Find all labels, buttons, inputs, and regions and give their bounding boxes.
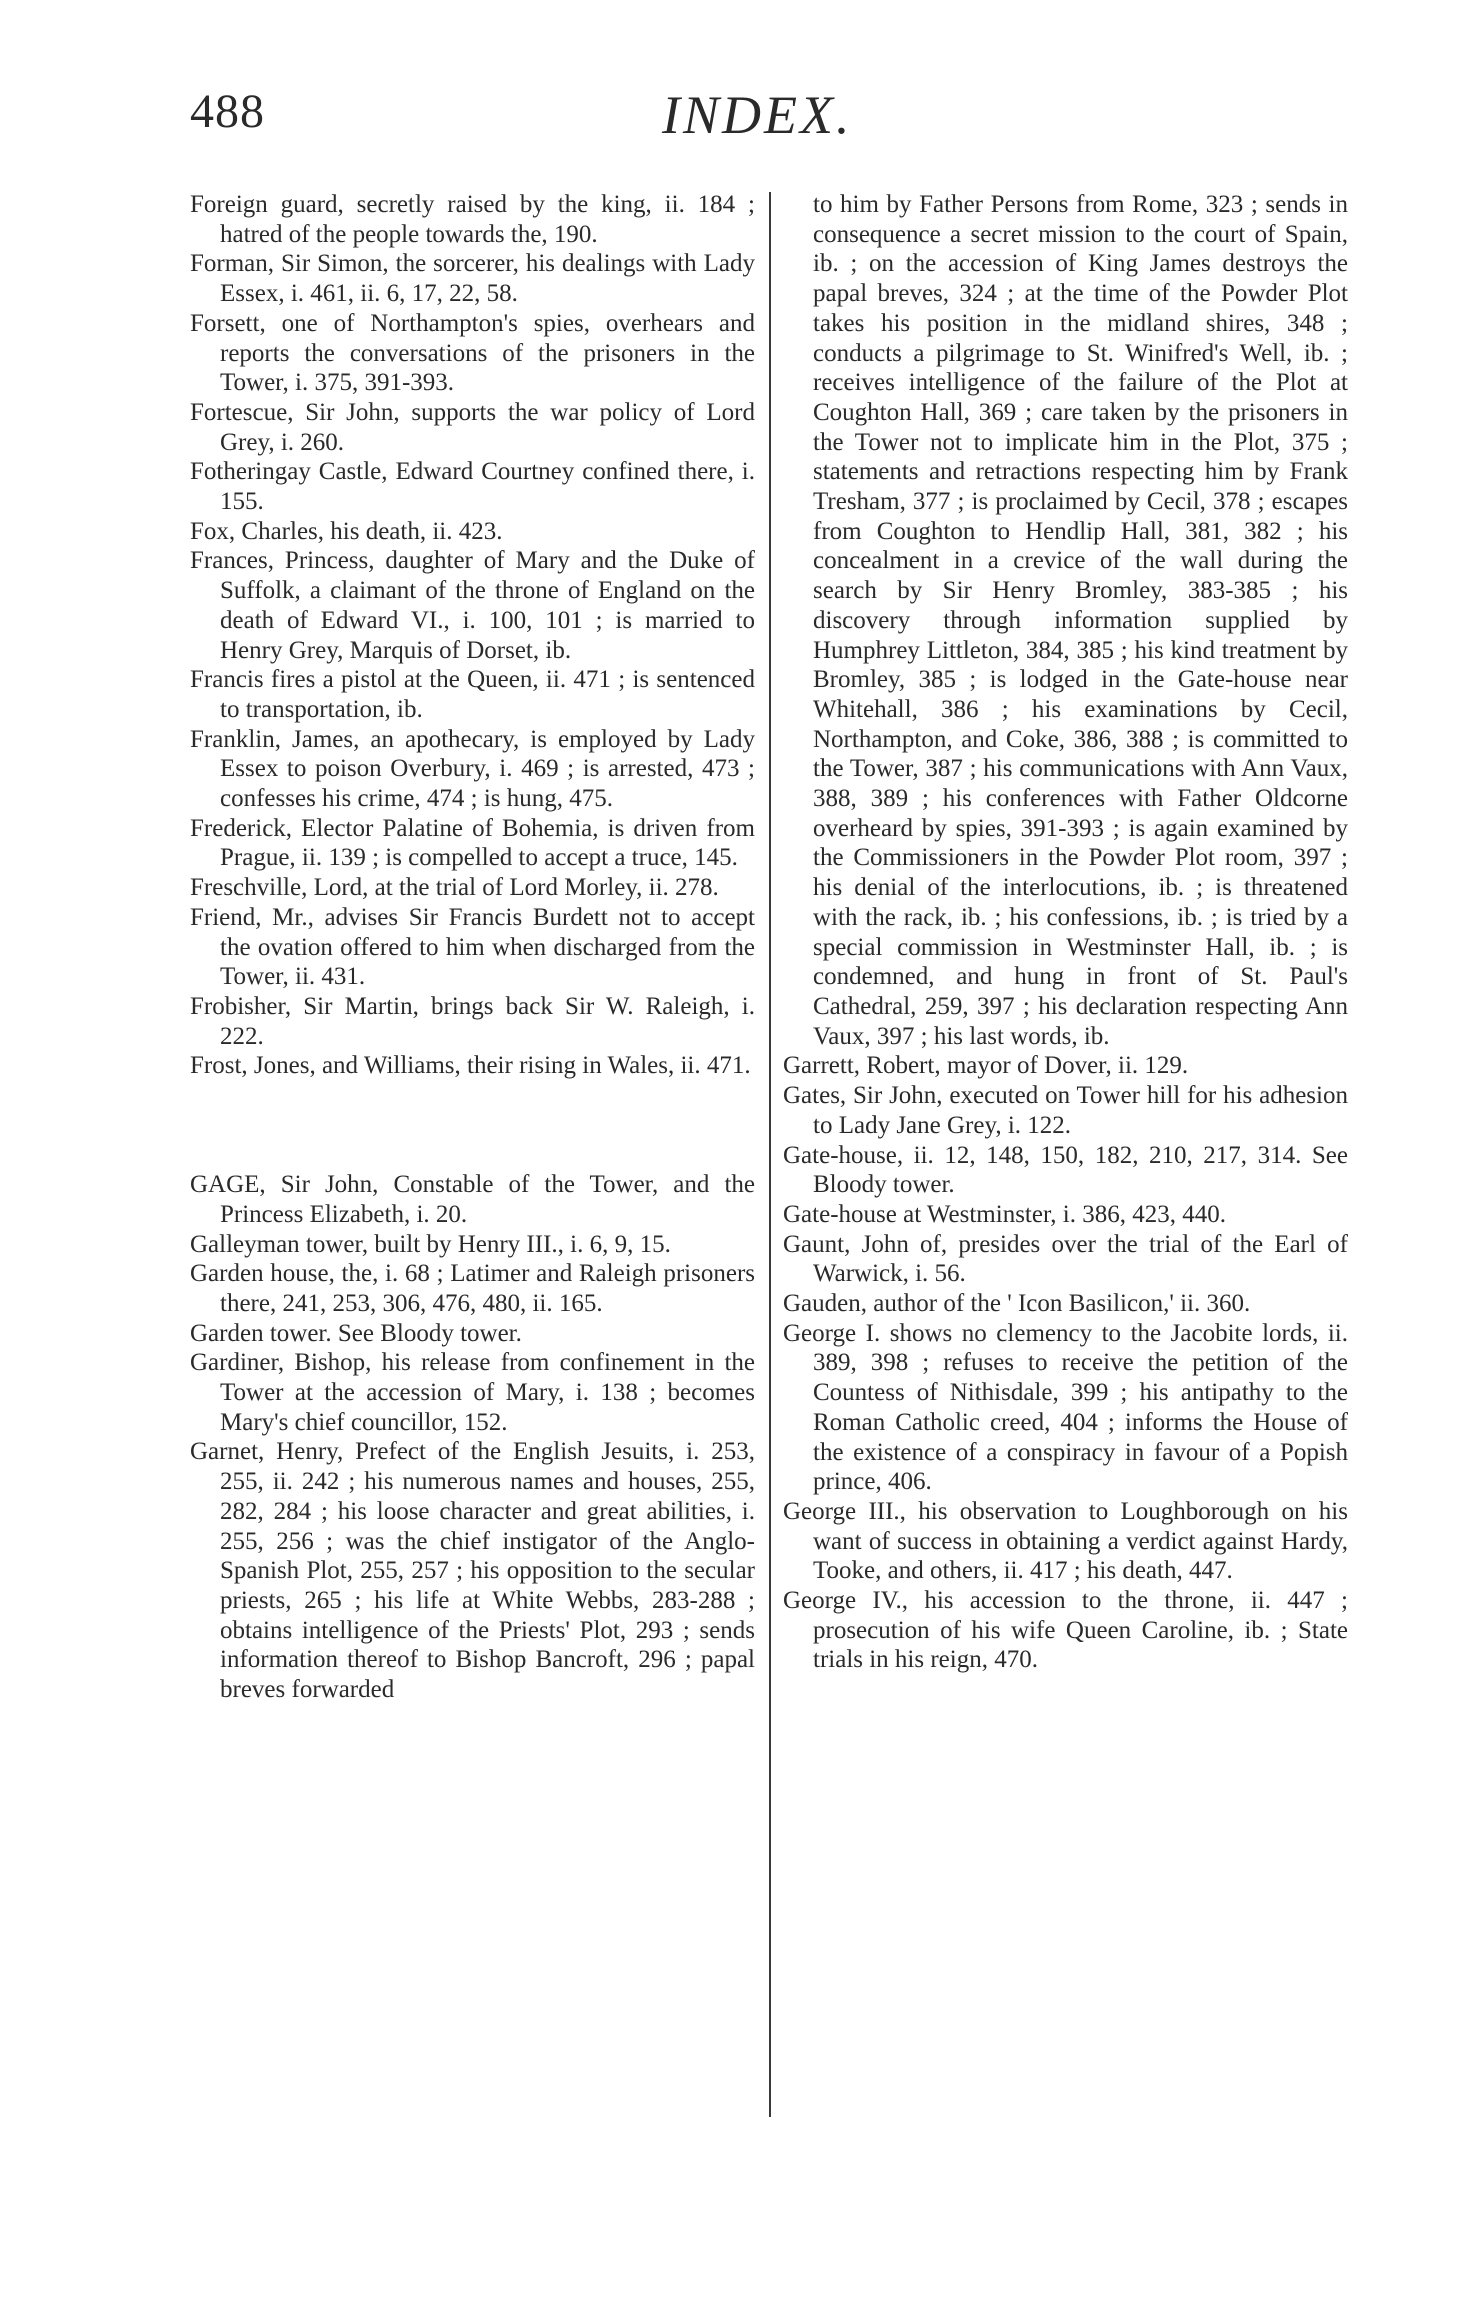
letter-section-gap: [190, 1081, 755, 1170]
index-entry: Garden tower. See Bloody tower.: [190, 1319, 522, 1347]
index-entry: Galleyman tower, built by Henry III., i. 6, 9, 15.: [190, 1230, 671, 1258]
index-entry-continuation: to him by Father Persons from Rome, 323 ; sends in consequence a secret mission to the court of Spain, ib. ; on the accession of King James destroys the papal breves, 324 ; at the time of the Powder Plot takes his position in the midland shires, 348 ; conducts a pilgrimage to St. Winifred's Well, ib. ; receives intelligence of the failure of the Plot at Coughton Hall, 369 ; care taken by the prisoners in the Tower not to implicate him in the Plot, 375 ; statements and retractions respecting him by Frank Tresham, 377 ; is proclaimed by Cecil, 378 ; escapes from Coughton to Hendlip Hall, 381, 382 ; his concealment in a crevice of the wall during the search by Sir Henry Bromley, 383-385 ; his discovery through information supplied by Humphrey Littleton, 384, 385 ; his kind treatment by Bromley, 385 ; is lodged in the Gate-house near Whitehall, 386 ; his examinations by Cecil, Northampton, and Coke, 386, 388 ; is committed to the Tower, 387 ; his communications with Ann Vaux, 388, 389 ; his conferences with Father Oldcorne overheard by spies, 391-393 ; is again examined by the Commissioners in the Powder Plot room, 397 ; his denial of the interlocutions, ib. ; is threatened with the rack, ib. ; his confessions, ib. ; is tried by a special commission in Westminster Hall, ib. ; is condemned, and hung in front of St. Paul's Cathedral, 259, 397 ; his declaration respecting Ann Vaux, 397 ; his last words, ib.: [813, 191, 1348, 1050]
index-entry: GAGE, Sir John, Constable of the Tower, and the Princess Elizabeth, i. 20.: [190, 1171, 755, 1228]
index-entry: Francis fires a pistol at the Queen, ii. 471 ; is sentenced to transportation, ib.: [190, 666, 755, 723]
index-entry: Fotheringay Castle, Edward Courtney confined there, i. 155.: [190, 458, 755, 516]
index-entry: George IV., his accession to the throne, ii. 447 ; prosecution of his wife Queen Caroline, ib. ; State trials in his reign, 470.: [783, 1587, 1348, 1674]
index-entry: Fox, Charles, his death, ii. 423.: [190, 517, 503, 545]
page-number: 488: [190, 85, 265, 138]
index-entry: Gate-house, ii. 12, 148, 150, 182, 210, 217, 314. See Bloody tower.: [783, 1141, 1348, 1199]
index-entry: Gaunt, John of, presides over the trial of the Earl of Warwick, i. 56.: [783, 1230, 1348, 1288]
index-entry: Fortescue, Sir John, supports the war policy of Lord Grey, i. 260.: [190, 398, 755, 456]
running-head: INDEX.: [662, 85, 853, 145]
index-entry: Gates, Sir John, executed on Tower hill for his adhesion to Lady Jane Grey, i. 122.: [783, 1082, 1348, 1139]
index-entry: Gardiner, Bishop, his release from confinement in the Tower at the accession of Mary, i. 138 ; becomes Mary's chief councillor, 152.: [190, 1349, 755, 1436]
index-entry: George I. shows no clemency to the Jacobite lords, ii. 389, 398 ; refuses to receive the petition of the Countess of Nithisdale, 399 ; his antipathy to the Roman Catholic creed, 404 ; informs the House of the existence of a conspiracy in favour of a Popish prince, 406.: [783, 1319, 1348, 1496]
index-entry: Gate-house at Westminster, i. 386, 423, 440.: [783, 1200, 1226, 1228]
index-entry: Garrett, Robert, mayor of Dover, ii. 129.: [783, 1052, 1189, 1080]
index-entry: Franklin, James, an apothecary, is employed by Lady Essex to poison Overbury, i. 469 ; is arrested, 473 ; confesses his crime, 474 ; is hung, 475.: [190, 725, 755, 813]
index-entry: Gauden, author of the ' Icon Basilicon,' ii. 360.: [783, 1290, 1251, 1318]
index-entry: Forsett, one of Northampton's spies, overhears and reports the conversations of the prisoners in the Tower, i. 375, 391-393.: [190, 309, 755, 397]
index-entry: Friend, Mr., advises Sir Francis Burdett not to accept the ovation offered to him when discharged from the Tower, ii. 431.: [190, 903, 755, 991]
column-divider: [769, 192, 771, 2117]
index-entry: Foreign guard, secretly raised by the king, ii. 184 ; hatred of the people towards the, 190.: [190, 191, 755, 248]
index-entry: Frost, Jones, and Williams, their rising in Wales, ii. 471.: [190, 1052, 751, 1080]
index-entry: George III., his observation to Loughborough on his want of success in obtaining a verdict against Hardy, Tooke, and others, ii. 417 ; his death, 447.: [783, 1497, 1348, 1585]
index-entry: Garden house, the, i. 68 ; Latimer and Raleigh prisoners there, 241, 253, 306, 476, 480, ii. 165.: [190, 1260, 755, 1317]
left-column: [190, 190, 755, 1705]
right-column: [783, 190, 1348, 1675]
index-entry: Frances, Princess, daughter of Mary and the Duke of Suffolk, a claimant of the throne of England on the death of Edward VI., i. 100, 101 ; is married to Henry Grey, Marquis of Dorset, ib.: [190, 547, 755, 664]
index-entry: Freschville, Lord, at the trial of Lord Morley, ii. 278.: [190, 874, 719, 902]
index-entry: Frederick, Elector Palatine of Bohemia, is driven from Prague, ii. 139 ; is compelled to accept a truce, 145.: [190, 814, 755, 872]
index-entry: Forman, Sir Simon, the sorcerer, his dealings with Lady Essex, i. 461, ii. 6, 17, 22, 58.: [190, 250, 755, 308]
index-entry: Frobisher, Sir Martin, brings back Sir W. Raleigh, i. 222.: [190, 992, 755, 1050]
index-entry: Garnet, Henry, Prefect of the English Jesuits, i. 253, 255, ii. 242 ; his numerous names and houses, 255, 282, 284 ; his loose character and great abilities, i. 255, 256 ; was the chief instigator of the Anglo-Spanish Plot, 255, 257 ; his opposition to the secular priests, 265 ; his life at White Webbs, 283-288 ; obtains intelligence of the Priests' Plot, 293 ; sends information thereof to Bishop Bancroft, 296 ; papal breves forwarded: [190, 1438, 755, 1704]
